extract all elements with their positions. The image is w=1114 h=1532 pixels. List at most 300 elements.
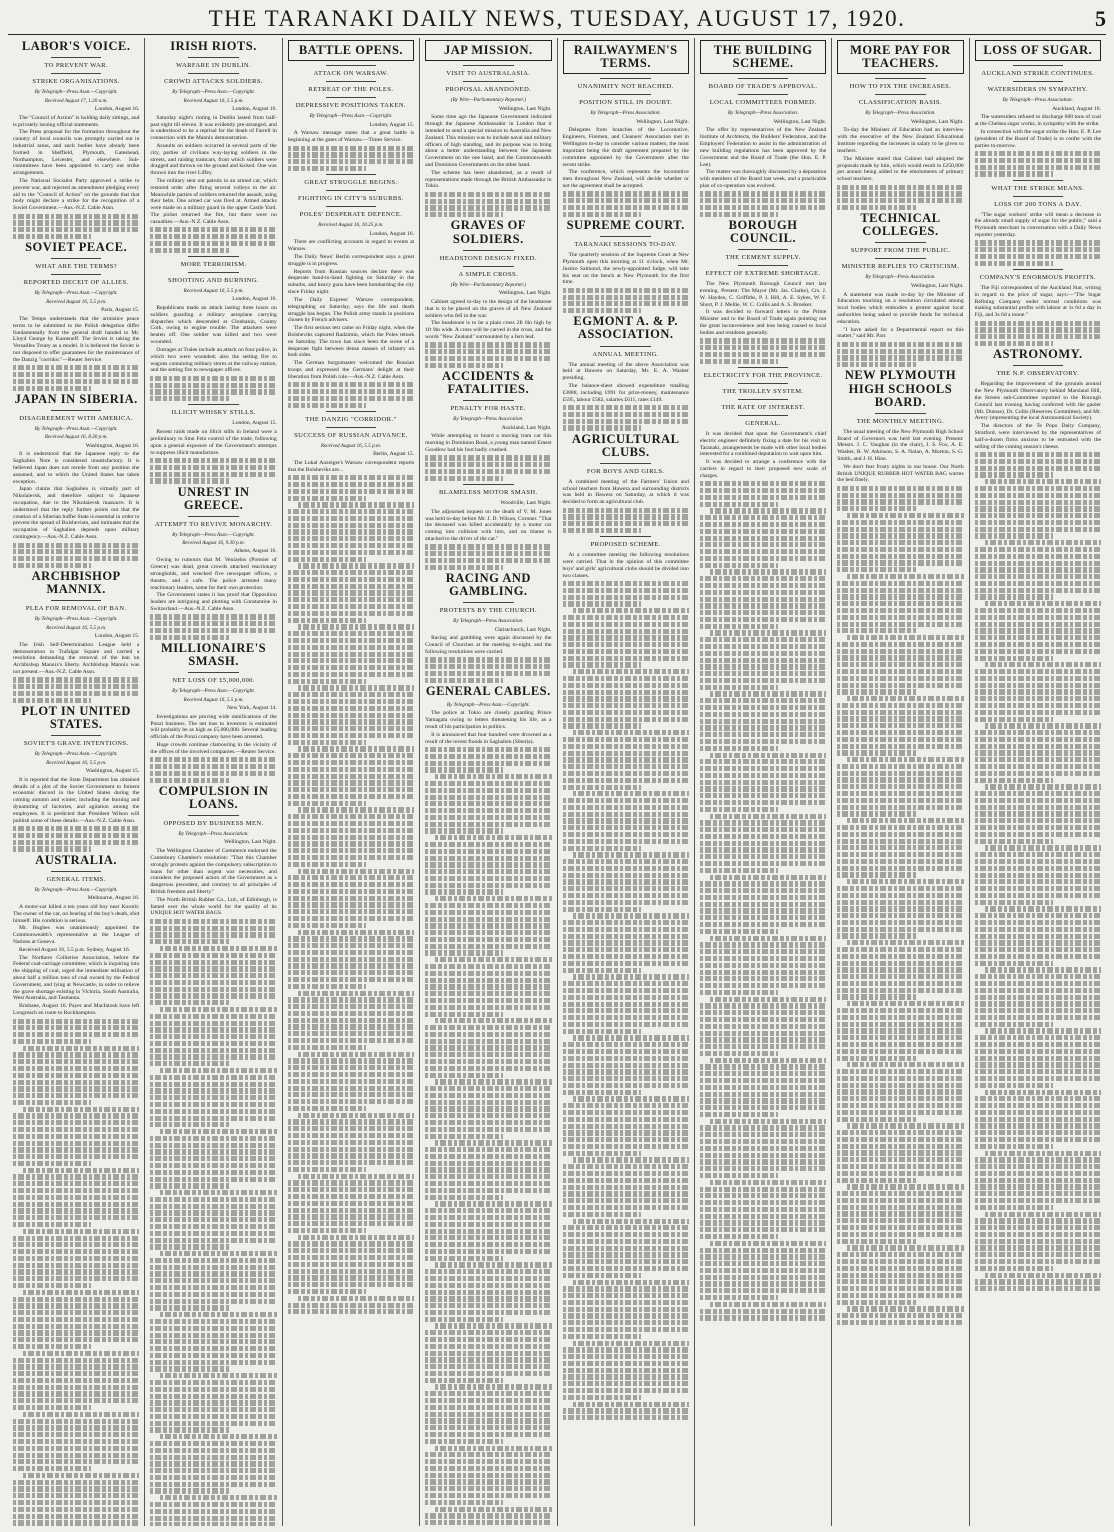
fine-print-line bbox=[425, 1459, 551, 1464]
article-body bbox=[150, 429, 276, 456]
fine-print-line bbox=[288, 1045, 366, 1050]
fine-print-line bbox=[288, 146, 414, 151]
fine-print-line bbox=[13, 1514, 139, 1519]
fine-print-line bbox=[975, 805, 1101, 810]
fine-print-line bbox=[975, 622, 1101, 627]
fine-print-line bbox=[425, 1330, 551, 1335]
divider-rule bbox=[738, 399, 789, 400]
fine-print-line bbox=[710, 997, 826, 1002]
divider-rule bbox=[188, 815, 239, 816]
fine-print-line bbox=[298, 1052, 414, 1057]
fine-print-line bbox=[298, 1174, 414, 1179]
fine-print-line bbox=[847, 635, 963, 640]
fine-print-line bbox=[563, 751, 689, 756]
fine-print-line bbox=[13, 846, 91, 851]
paragraph: "I have asked for a Departmental report on this matter," said Mr. Parr. bbox=[837, 326, 964, 340]
fine-print-line bbox=[975, 886, 1101, 891]
fine-print-line bbox=[975, 334, 1101, 339]
fine-print-line bbox=[975, 750, 1101, 755]
fine-print-line bbox=[425, 657, 551, 662]
fine-print-line bbox=[150, 1468, 276, 1473]
fine-print-line bbox=[837, 750, 915, 755]
fine-print-line bbox=[837, 615, 963, 620]
fine-print-line bbox=[975, 893, 1101, 898]
paragraph: Recent raids made on illicit stills in Ireland were a preliminary to Sinn Fein control of the trade, following upon a general exposure of the Government's attempts to suppress illicit manufacture. bbox=[150, 429, 277, 456]
subheadline: CROWD ATTACKS SOLDIERS. bbox=[164, 78, 264, 86]
fine-print-line bbox=[563, 1266, 689, 1271]
fine-print-line bbox=[563, 703, 689, 708]
fine-print-line bbox=[837, 703, 963, 708]
headline: RACING AND GAMBLING. bbox=[445, 570, 531, 599]
fine-print-line bbox=[837, 784, 963, 789]
fine-print-line bbox=[837, 1069, 963, 1074]
fine-print-line bbox=[425, 808, 551, 813]
fine-print-line bbox=[13, 234, 91, 239]
fine-print-line bbox=[563, 757, 689, 762]
fine-print-line bbox=[700, 1092, 826, 1097]
fine-print-line bbox=[700, 705, 826, 710]
fine-print-line bbox=[563, 1151, 641, 1156]
fine-print-line bbox=[975, 818, 1101, 823]
fine-print-line bbox=[563, 1334, 641, 1339]
fine-print-line bbox=[150, 1400, 276, 1405]
fine-print-line bbox=[150, 1075, 276, 1080]
subheadline: STRIKE ORGANISATIONS. bbox=[32, 78, 120, 86]
fine-print-line bbox=[150, 980, 276, 985]
paragraph: The headstone is to be a plain cross 2ft 6in high by 1ft 9in wide. A cross will be carved in the cross, and the words "New Zealand" surmounted by a fern leaf. bbox=[425, 320, 552, 340]
fine-print-line bbox=[710, 1241, 826, 1246]
fine-print-line bbox=[425, 991, 551, 996]
fine-print-line bbox=[425, 1398, 551, 1403]
fine-print-line bbox=[700, 212, 778, 217]
fine-print-line bbox=[837, 1150, 963, 1155]
fine-print-line bbox=[975, 1001, 1101, 1006]
fine-print-line bbox=[13, 1337, 139, 1342]
paragraph: The Government states it has proof that Opposition leaders are intriguing and plotting with Constantine in Switzerland.—Aus.-N.Z. Cable Assn. bbox=[150, 592, 277, 612]
fine-print-line bbox=[288, 713, 414, 718]
fine-print-line bbox=[425, 664, 551, 669]
fine-print-line bbox=[700, 1315, 826, 1320]
fine-print-line bbox=[425, 199, 551, 204]
article-body bbox=[837, 127, 963, 183]
paragraph: Japan claims that Saghalien is virtually part of Nikolaievsk, and therefore subject to Japanese occupation, due to the Nikolaievsk massacre. It is understood that the reply further points out that the creation of a Siberian buffer State is essential in order to prevent the spread of Bolshevism, and intimates that the occupation of Saghalien depends upon military contingency.—Aus.-N.Z. Cable Assn. bbox=[13, 486, 140, 541]
article-body bbox=[700, 431, 826, 480]
paragraph: It was decided to forward letters to the Prime Minister and to the Board of Trade again pointing out the great inconvenience and loss being caused to local bodies and residents generally. bbox=[699, 309, 827, 336]
fine-print-line bbox=[425, 1106, 551, 1111]
fine-print-line bbox=[13, 1127, 139, 1132]
fine-print-line bbox=[563, 907, 641, 912]
fine-print-line bbox=[298, 1235, 414, 1240]
fine-print-line bbox=[150, 465, 276, 470]
fine-print-line bbox=[435, 1201, 551, 1206]
received-line: Received August 16, 8.30 p.m. bbox=[44, 434, 108, 441]
fine-print-line bbox=[837, 900, 963, 905]
fine-print-line bbox=[837, 1286, 963, 1291]
article bbox=[150, 40, 276, 253]
fine-print-line bbox=[425, 1283, 551, 1288]
fine-print-line bbox=[150, 1360, 276, 1365]
fine-print-line bbox=[425, 1269, 551, 1274]
fine-print-line bbox=[563, 812, 689, 817]
fine-print-line bbox=[288, 382, 414, 387]
headline: BATTLE OPENS. bbox=[288, 40, 414, 61]
fine-print-line bbox=[837, 1035, 963, 1040]
fine-print-line bbox=[425, 869, 551, 874]
fine-print-line bbox=[975, 934, 1101, 939]
fine-print-line bbox=[13, 1303, 139, 1308]
fine-print-line bbox=[563, 873, 689, 878]
dateline: London, August 16. bbox=[369, 230, 415, 237]
paragraph: The North British Rubber Co., Ltd., of Edinburgh, is famed over the whole world for the quality of its UNIQUE HOT WATER BAGS. bbox=[150, 896, 277, 917]
fine-print-line bbox=[837, 594, 963, 599]
divider-rule bbox=[738, 249, 789, 250]
fine-print-line bbox=[150, 1034, 276, 1039]
paragraph: The Wellington Chamber of Commerce endorsed the Canterbury Chamber's resolution: "That this Chamber strongly protests against the compulsory subscription to loans for other than urgent war necessities, and considers the proposed action of the Government as a dangerous precedent, and contrary to all principles of British freedom and liberty." bbox=[150, 848, 277, 895]
fine-print-line bbox=[837, 927, 963, 932]
fine-print-line bbox=[563, 846, 641, 851]
fine-print-line bbox=[425, 1066, 551, 1071]
fine-print-line bbox=[425, 1344, 551, 1349]
fine-print-line bbox=[563, 934, 689, 939]
fine-print-line bbox=[700, 502, 778, 507]
fine-print-line bbox=[288, 584, 414, 589]
fine-print-line bbox=[150, 966, 276, 971]
fine-print-line bbox=[700, 1254, 826, 1259]
fine-print-line bbox=[563, 1368, 689, 1373]
fine-print-line bbox=[847, 818, 963, 823]
subheadline: FOR BOYS AND GIRLS. bbox=[586, 467, 665, 475]
paragraph: The matter was thoroughly discussed by a deputation with members of the Board last week, and a practicable plan of co-operation was evolved. bbox=[699, 169, 827, 189]
subheadline: BLAMELESS MOTOR SMASH. bbox=[438, 488, 538, 496]
fine-print-line bbox=[837, 825, 963, 830]
fine-print-line bbox=[563, 1191, 689, 1196]
fine-print-line bbox=[837, 520, 963, 525]
fine-print-line bbox=[975, 649, 1101, 654]
headline: JAPAN IN SIBERIA. bbox=[14, 391, 138, 406]
fine-print-line bbox=[160, 1129, 276, 1134]
fine-print-line bbox=[837, 1259, 963, 1264]
fine-print-line bbox=[13, 1446, 139, 1451]
fine-print-line bbox=[700, 1132, 826, 1137]
fine-print-line bbox=[13, 1378, 139, 1383]
subheadline: THE DANZIG "CORRIDOR." bbox=[305, 415, 397, 423]
fine-print-line bbox=[975, 1184, 1101, 1189]
fine-print-line bbox=[563, 1212, 641, 1217]
fine-print-line bbox=[837, 1300, 915, 1305]
fine-print-line bbox=[975, 1123, 1101, 1128]
fine-print-line bbox=[288, 1058, 414, 1063]
column-6 bbox=[695, 38, 832, 1526]
fine-print-line bbox=[975, 533, 1053, 538]
article bbox=[13, 393, 139, 568]
fine-print-line bbox=[847, 757, 963, 762]
fine-print-line bbox=[837, 1191, 963, 1196]
fine-print-line bbox=[150, 472, 276, 477]
fine-print-line bbox=[710, 875, 826, 880]
fine-print-line bbox=[425, 1520, 551, 1525]
divider-rule bbox=[188, 256, 239, 257]
fine-print-line bbox=[563, 1198, 689, 1203]
fine-print-line bbox=[975, 676, 1101, 681]
fine-print-line bbox=[288, 1065, 414, 1070]
fine-print-line bbox=[563, 405, 689, 410]
fine-print-line bbox=[975, 730, 1101, 735]
divider-rule bbox=[463, 602, 514, 603]
fine-print-line bbox=[975, 981, 1101, 986]
fine-print-line bbox=[13, 698, 91, 703]
headline: LOSS OF SUGAR. bbox=[975, 40, 1101, 61]
divider-rule bbox=[51, 735, 102, 736]
fine-print-line bbox=[700, 549, 826, 554]
fine-print-line bbox=[425, 747, 551, 752]
fine-print-line bbox=[837, 1144, 963, 1149]
fine-print-line bbox=[150, 1183, 228, 1188]
fine-print-line bbox=[837, 1218, 963, 1223]
paragraph: Delegates from branches of the Locomotive, Engineers, Firemen, and Cleaners' Association met in Wellington to-day to consider various matters, the most important being the draft agreement prepared by the committee appointed by the Government after the recent strike. bbox=[562, 127, 689, 168]
fine-print-line bbox=[150, 1380, 276, 1385]
fine-print-line bbox=[837, 1089, 963, 1094]
fine-print-line bbox=[425, 1290, 551, 1295]
fine-print-line bbox=[563, 1015, 689, 1020]
fine-print-line bbox=[425, 1154, 551, 1159]
fine-print-line bbox=[150, 1427, 228, 1432]
fine-print-line bbox=[288, 557, 366, 562]
fine-print-line bbox=[573, 669, 689, 674]
fine-print-line bbox=[13, 1344, 91, 1349]
fine-print-line bbox=[563, 696, 689, 701]
subheadline: OPPOSED BY BUSINESS MEN. bbox=[163, 819, 264, 827]
divider-rule bbox=[738, 94, 789, 95]
paragraph: The usual meeting of the New Plymouth High School Board of Governors was held last evening. Present: Messrs. J. C. Vaughan (in the chair), J. S. Fox, A. E. Washer, R. W. Atkinson, S. A. Nolan, A. Morton, S. G. Smith, and J. H. Hine. bbox=[837, 428, 964, 463]
fine-print-line bbox=[298, 1296, 414, 1301]
fine-print-line bbox=[837, 920, 963, 925]
fine-print-line bbox=[425, 1303, 551, 1308]
fine-print-line bbox=[150, 987, 276, 992]
fine-print-line bbox=[975, 879, 1101, 884]
fine-print-line bbox=[975, 974, 1101, 979]
fine-print-line bbox=[573, 1096, 689, 1101]
fine-print-line bbox=[563, 1029, 641, 1034]
fine-print-line bbox=[700, 590, 826, 595]
fine-print-line bbox=[288, 1289, 366, 1294]
fine-print-line bbox=[700, 1227, 826, 1232]
fine-print-line bbox=[150, 1109, 276, 1114]
article-body bbox=[563, 127, 689, 189]
fine-print-line bbox=[837, 642, 963, 647]
fine-print-line bbox=[563, 900, 689, 905]
fine-print-line bbox=[288, 1119, 414, 1124]
fine-print-line bbox=[563, 528, 641, 533]
fine-print-line bbox=[837, 1083, 963, 1088]
fine-print-line bbox=[975, 567, 1101, 572]
fine-print-line bbox=[700, 1085, 826, 1090]
fine-print-line bbox=[563, 940, 689, 945]
fine-print-line bbox=[13, 1391, 139, 1396]
fine-print-line bbox=[150, 1054, 276, 1059]
fine-print-line bbox=[425, 1432, 551, 1437]
paragraph: The Irish Self-Determination League held a demonstration in Trafalgar Square and carried a resolution demanding the removal of the ban on Archbishop Mannix's liberty. Archbishop Mannix was not present.—Aus.-N.Z. Cable Assn. bbox=[13, 641, 140, 676]
fine-print-line bbox=[425, 1005, 551, 1010]
fine-print-line bbox=[13, 220, 139, 225]
article-body bbox=[563, 552, 689, 579]
fine-print-line bbox=[975, 1069, 1101, 1074]
fine-print-line bbox=[563, 1144, 689, 1149]
paragraph: A motor-car killed a ten years old boy near Kororit. The owner of the car, on bearing of the boy's death, shot himself. His condition is serious. bbox=[13, 903, 140, 924]
fine-print-line bbox=[150, 926, 276, 931]
fine-print-line bbox=[975, 832, 1101, 837]
fine-print-line bbox=[288, 1309, 414, 1314]
fine-print-line bbox=[288, 997, 414, 1002]
divider-rule bbox=[600, 78, 651, 79]
fine-print-line bbox=[563, 212, 641, 217]
fine-print-line bbox=[563, 1374, 689, 1379]
article bbox=[563, 219, 689, 313]
fine-print-line bbox=[288, 896, 414, 901]
byline: By Telegraph—Press Assn.—Copyright. bbox=[172, 531, 255, 538]
fine-print-line bbox=[700, 1125, 826, 1130]
fine-print-line bbox=[425, 923, 551, 928]
fine-print-line bbox=[425, 1249, 551, 1254]
fine-print-line bbox=[975, 151, 1101, 156]
fine-print-line bbox=[13, 1507, 139, 1512]
fine-print-line bbox=[700, 1268, 826, 1273]
fine-print-line bbox=[425, 1147, 551, 1152]
paragraph: The Daily News' Berlin correspondent says a great struggle is in progress. bbox=[287, 254, 415, 267]
fine-print-line bbox=[150, 1170, 276, 1175]
fine-print-line bbox=[573, 913, 689, 918]
fine-print-line bbox=[150, 1095, 276, 1100]
fine-print-line bbox=[975, 1157, 1101, 1162]
fine-print-line bbox=[975, 764, 1101, 769]
fine-print-line bbox=[563, 1354, 689, 1359]
fine-print-line bbox=[975, 588, 1101, 593]
divider-rule bbox=[738, 265, 789, 266]
fine-print-line bbox=[700, 990, 778, 995]
fine-print-line bbox=[288, 652, 414, 657]
fine-print-line bbox=[435, 774, 551, 779]
fine-print-line bbox=[425, 950, 503, 955]
fine-print-line bbox=[425, 1493, 551, 1498]
fine-print-line bbox=[563, 947, 689, 952]
headline: EGMONT A. & P. ASSOCIATION. bbox=[573, 314, 678, 342]
fine-print-line bbox=[563, 1225, 689, 1230]
columns bbox=[8, 38, 1106, 1526]
dateline: Paris, August 15. bbox=[101, 307, 140, 314]
paragraph: Reports from Russian sources declare there was desperate hand-to-hand fighting on Saturday in the suburbs, and heavy guns have been bombarding the city since Friday night. bbox=[287, 268, 415, 296]
dateline: Wellington, Last Night. bbox=[910, 118, 964, 125]
fine-print-line bbox=[700, 1051, 778, 1056]
fine-print-line bbox=[563, 723, 641, 728]
fine-print-line bbox=[975, 811, 1101, 816]
fine-print-line bbox=[975, 1137, 1101, 1142]
fine-print-line bbox=[975, 574, 1101, 579]
fine-print-line bbox=[150, 1414, 276, 1419]
fine-print-line bbox=[975, 341, 1053, 346]
divider-rule bbox=[51, 410, 102, 411]
fine-print-line bbox=[975, 486, 1101, 491]
column-1 bbox=[8, 38, 145, 1526]
fine-print-line bbox=[700, 1295, 778, 1300]
fine-print-line bbox=[563, 629, 689, 634]
fine-print-line bbox=[563, 615, 689, 620]
fine-print-line bbox=[425, 788, 551, 793]
fine-print-line bbox=[150, 1238, 276, 1243]
fine-print-line bbox=[985, 601, 1101, 606]
fine-print-line bbox=[563, 1124, 689, 1129]
fine-print-line bbox=[150, 771, 276, 776]
fine-print-line bbox=[563, 1008, 689, 1013]
fine-print-line bbox=[700, 949, 826, 954]
fine-print-line bbox=[975, 171, 1053, 176]
fine-print-line bbox=[288, 1038, 414, 1043]
fine-print-line bbox=[700, 529, 826, 534]
fine-print-line bbox=[837, 1096, 963, 1101]
fine-print-line bbox=[160, 1373, 276, 1378]
fine-print-line bbox=[160, 1312, 276, 1317]
byline: By Telegraph—Press Association. bbox=[178, 830, 249, 837]
fine-print-line bbox=[13, 1405, 91, 1410]
fine-print-line bbox=[288, 389, 414, 394]
fine-print-line bbox=[700, 651, 826, 656]
byline: By Telegraph—Press Association. bbox=[865, 274, 936, 281]
fine-print-line bbox=[288, 916, 414, 921]
fine-print-line bbox=[710, 1058, 826, 1063]
fine-print-line bbox=[288, 760, 414, 765]
article-body bbox=[425, 635, 551, 655]
fine-print-line bbox=[847, 1001, 963, 1006]
divider-rule bbox=[463, 65, 514, 66]
fine-print-line bbox=[288, 1303, 414, 1308]
fine-print-line bbox=[288, 882, 414, 887]
fine-print-line bbox=[13, 1283, 91, 1288]
fine-print-line bbox=[563, 622, 689, 627]
subheadline: THE RATE OF INTEREST. bbox=[721, 403, 805, 411]
fine-print-line bbox=[563, 1307, 689, 1312]
fine-print-line bbox=[700, 563, 778, 568]
article-body bbox=[975, 114, 1101, 149]
headline: AUSTRALIA. bbox=[35, 852, 118, 867]
fine-print-line bbox=[288, 1099, 414, 1104]
fine-print-line bbox=[23, 1412, 139, 1417]
divider-rule bbox=[51, 600, 102, 601]
article-body bbox=[288, 460, 414, 474]
fine-print-line bbox=[150, 1305, 228, 1310]
article-body bbox=[425, 710, 551, 745]
fine-print-line bbox=[425, 754, 551, 759]
fine-print-line bbox=[837, 1266, 963, 1271]
fine-print-line bbox=[700, 1105, 826, 1110]
fine-print-line bbox=[425, 1364, 551, 1369]
subheadline: POSITION STILL IN DOUBT. bbox=[579, 99, 673, 107]
fine-print-line bbox=[700, 1166, 826, 1171]
paragraph: To-day the Minister of Education had an interview with the executive of the New Zealand Educational Institute regarding the increases in salary to be given to teachers. bbox=[837, 127, 964, 154]
fine-print-line bbox=[425, 964, 551, 969]
fine-print-line bbox=[975, 798, 1101, 803]
fine-print-line bbox=[563, 588, 689, 593]
article bbox=[425, 685, 551, 773]
fine-print-line bbox=[288, 821, 414, 826]
fine-print-line bbox=[425, 1167, 551, 1172]
fine-print-line bbox=[13, 1364, 139, 1369]
fine-print-line bbox=[288, 855, 414, 860]
fine-print-line bbox=[700, 542, 826, 547]
fine-print-line bbox=[975, 1266, 1053, 1271]
fine-print-line bbox=[425, 1100, 551, 1105]
fine-print-line bbox=[23, 1229, 139, 1234]
fine-print-line bbox=[975, 459, 1101, 464]
fine-print-line bbox=[288, 984, 366, 989]
fine-print-line bbox=[700, 847, 826, 852]
